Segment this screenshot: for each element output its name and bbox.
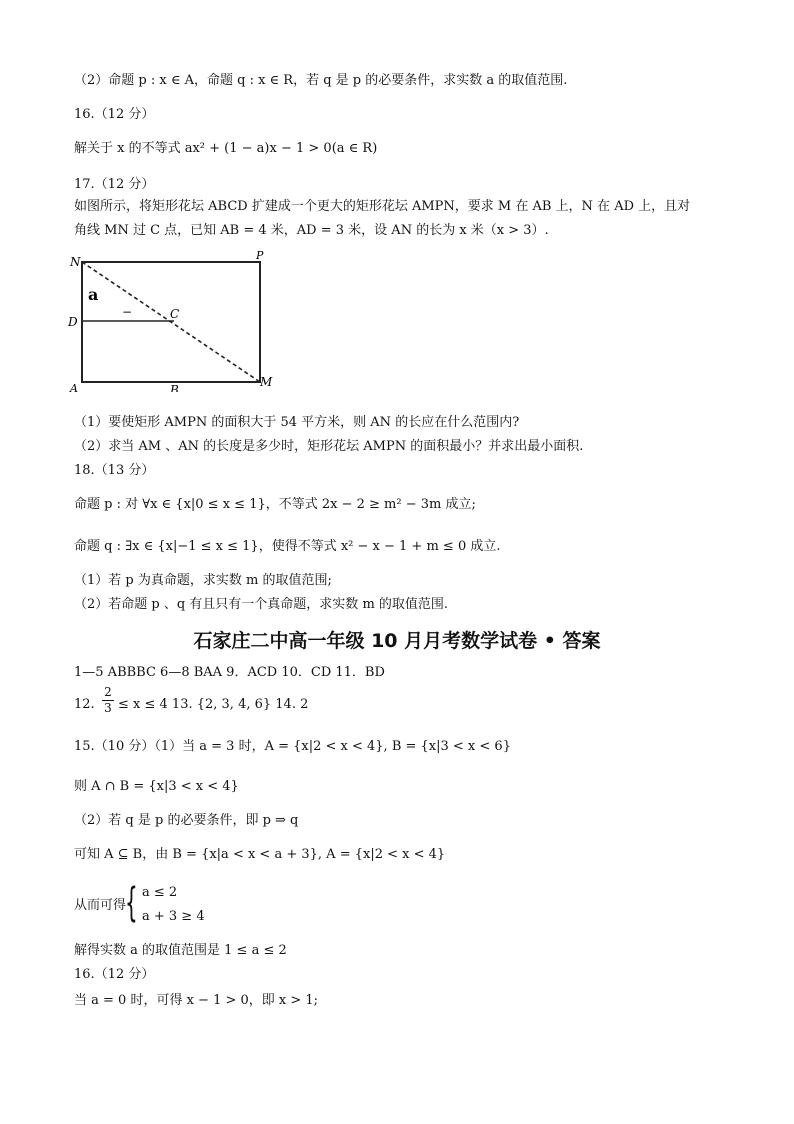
q17-part2: （2）求当 AM 、AN 的长度是多少时，矩形花坛 AMPN 的面积最小？并求出最小面积. (74, 439, 584, 454)
answer-15-result: 解得实数 a 的取值范围是 1 ≤ a ≤ 2 (74, 943, 287, 958)
figure-svg (66, 250, 276, 392)
label-p: P (256, 250, 264, 262)
q17-text-line2: 角线 MN 过 C 点，已知 AB = 4 米，AD = 3 米，设 AN 的长为 x 米（x > 3）. (74, 223, 549, 238)
answer-16-heading: 16.（12 分） (74, 967, 155, 982)
answer-15-system-2: a + 3 ≥ 4 (142, 909, 205, 924)
q18-proposition-q: 命题 q : ∃x ∈ {x|−1 ≤ x ≤ 1}，使得不等式 x² − x − 1 + m ≤ 0 成立. (74, 539, 501, 554)
label-small-a: a (88, 285, 99, 304)
label-m: M (260, 375, 273, 389)
answer-15-part1: 15.（10 分）（1）当 a = 3 时，A = {x|2 < x < 4}, B = {x|3 < x < 6} (74, 739, 511, 754)
answer-12-14: ≤ x ≤ 4 13. {2, 3, 4, 6} 14. 2 (118, 697, 309, 712)
answer-16-case: 当 a = 0 时，可得 x − 1 > 0，即 x > 1; (74, 993, 319, 1008)
answer-section-title: 石家庄二中高一年级 10 月月考数学试卷 • 答案 (193, 630, 601, 652)
label-dash: − (122, 305, 133, 319)
label-c: C (170, 307, 180, 321)
answer-15-subset: 可知 A ⊆ B，由 B = {x|a < x < a + 3}, A = {x|2 < x < 4} (74, 847, 446, 862)
q17-text-line1: 如图所示，将矩形花坛 ABCD 扩建成一个更大的矩形花坛 AMPN，要求 M 在 AB 上，N 在 AD 上，且对 (74, 199, 691, 214)
system-brace: { (125, 880, 138, 926)
label-a: A (70, 382, 78, 392)
q17-heading: 17.（12 分） (74, 177, 155, 192)
q16-heading: 16.（12 分） (74, 107, 155, 122)
answer-15-hence: 从而可得 (74, 898, 127, 913)
answer-12-prefix: 12. (74, 697, 95, 712)
label-n: N (70, 255, 81, 269)
fraction-denominator: 3 (104, 701, 112, 715)
q17-part1: （1）要使矩形 AMPN 的面积大于 54 平方米，则 AN 的长应在什么范围内? (74, 415, 520, 430)
label-b: B (170, 383, 179, 392)
fraction-numerator: 2 (104, 685, 112, 699)
label-d: D (68, 315, 78, 329)
q18-proposition-p: 命题 p : 对 ∀x ∈ {x|0 ≤ x ≤ 1}，不等式 2x − 2 ≥ m² − 3m 成立; (74, 497, 476, 512)
q18-heading: 18.（13 分） (74, 463, 155, 478)
answer-15-intersection: 则 A ∩ B = {x|3 < x < 4} (74, 779, 239, 794)
answer-15-system-1: a ≤ 2 (142, 885, 178, 900)
rectangle-figure (66, 250, 276, 392)
diagonal-nm (82, 262, 260, 382)
q15-part2: （2）命题 p : x ∈ A，命题 q : x ∈ R，若 q 是 p 的必要条件，求实数 a 的取值范围. (74, 73, 568, 88)
answer-choices: 1—5 ABBBC 6—8 BAA 9．ACD 10．CD 11．BD (74, 665, 385, 680)
q18-part2: （2）若命题 p 、q 有且只有一个真命题，求实数 m 的取值范围. (74, 597, 449, 612)
answer-12-fraction (102, 686, 114, 715)
q18-part1: （1）若 p 为真命题，求实数 m 的取值范围; (74, 573, 332, 588)
answer-15-part2: （2）若 q 是 p 的必要条件，即 p ⇒ q (74, 813, 299, 828)
q16-text: 解关于 x 的不等式 ax² + (1 − a)x − 1 > 0(a ∈ R) (74, 141, 378, 156)
